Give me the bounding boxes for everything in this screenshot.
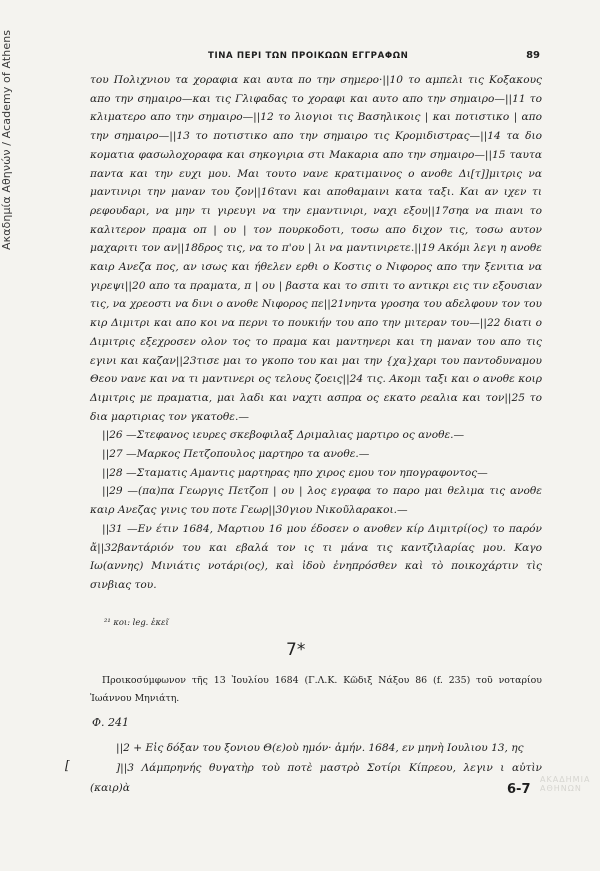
body-text (90, 71, 542, 595)
document-line: ]||3 Λάμπρηνής θυγατὴρ τοὺ ποτὲ μαστρὸ Σοτίρι Κίπρεου, λεγιν ι αὐτὶν (καιρ)ὰ (90, 762, 542, 794)
witness-line: ||29 —(πα)πα Γεωργις Πετζοπ | ου | λος εγραφα το παρο μαι θελιμα τις ανοθε καιρ Ανεζας γινις του ποτε Γεωρ||30γιου Νικοῦλαρακοι.— (90, 485, 542, 517)
document-description (90, 672, 542, 708)
body-paragraph: του Πολιχνιου τα χοραφια και αυτα πο την σημερο·||10 το αμπελι τις Κοξακους απο την σημαιρο—και τις Γλιφαδας το χοραφι και αυτο απο την σημαιρο—||11 το κλιματερο απο την σημαιρο—||12 το λιογιοι τις Βασηλικοις | και ποτιστικο | απο την σημαιρο—||13 το ποτιστικο απο την σημαιρο τις Κρομιδιστρας—||14 τα διο κοματια φασωλοχοραφα και σηκογιρια στι Μακαρια απο την σημαιρο—||15 ταυτα παντα και την ευχι μου. Μαι τουτο νανε κρατιμαινος ο ανοθε Δι[τ]]μιτρις να μαντινιρι την μαναν του ζον||16ταvι και αποθαμαινι κατα ταξι. Και αν ιχεν τι ρεφουδαρι, να μην τι γιρευγι να την εμαντινιρι, ναχι εξου||17σηα να πιανι το καλιτερον πραμα οπ | ου | τον πουρκοδοτι, τοσω απο διχον τις, τοσω αυτον μαχαριτι τον αν||18δρος τις, να το π'ου | λι να μαντινιρετε.||19 Ακόμι λεγι η ανοθε καιρ Ανεζα πος, αν ισως και ήθελεν ερθι ο Κοστις ο Νιφορος απο την ξενιτια να γιρεψι||20 απο τα πραματα, π | ου | βαστα και το σπιτι το αντικρι εις τιν εξουσιαν τις, να χρεοστι να δινι ο ανοθε Νιφορος πε||21νηντα γροσηα του αδελφουν τον του κιρ Διμιτρι και απο κοι να περνι το πουκιήν του απο την μιτεραν του—||22 διατι ο Διμιτρις εξεχροσεν ολον τος το πραμα και μαντηνερι και τη μαναν του απο τις εγινι και καζαν||23τισε μαι το γκοπο του και μαι την {χα}χαρι του παντοδυναμου Θεου νανε και να τι μαντινερι ος τελους ζοεις||24 τις. Ακομι ταξι και ο ανοθε κοιρ Διμιτρις με πραματια, μαι λαδι και ναχτι ασπρα ος εκατο ρεαλια και τον||25 το δια μαρτιριας τον γκατοθε.— (90, 74, 542, 423)
witness-line: ||26 —Στεφανος ιευρες σκεβοφιλαξ Δριμαλιας μαρτιρο ος ανοθε.— (102, 429, 465, 442)
witness-line: ||27 —Μαρκος Πετζοπουλος μαρτηρο τα ανοθε.— (102, 448, 370, 461)
side-watermark: Ακαδημία Αθηνών / Academy of Athens (0, 29, 13, 250)
document-number: 7* (286, 640, 306, 660)
marginal-code: 6-7 (507, 782, 531, 797)
document-text (90, 738, 542, 798)
document-line: ||2 + Εἰς δόξαν του ξονιου Θ(ε)οὺ ημόν· ἀμήν. 1684, εν μηνὴ Ιουλιου 13, ης (116, 742, 524, 754)
bottom-watermark: ΑΚΑΔΗΜΙΑ ΑΘΗΝΩΝ (540, 775, 591, 793)
page-number: 89 (526, 50, 540, 61)
running-head (90, 50, 540, 61)
witness-line: ||28 —Σταματις Αμαντις μαρτηρας ηπο χιρος εμου τον ηπογραφοντος— (102, 466, 488, 479)
folio-label: Φ. 241 (92, 716, 130, 729)
footnote: ²¹ κοι: leg. ἐκεῖ (104, 617, 169, 627)
margin-bracket: [ (65, 758, 70, 772)
closing-note: ||31 —Eν έτιν 1684, Μαρτιου 16 μου έδοσεν ο ανοθεν κίρ Διμιτρί(ος) το παρόν ἄ||32βαντάριόν του και εβαλά τον ις τι μάνα τις καντζιλαρίας μου. Καγο Ιω(αννης) Μινιάτις νοτάρι(ος), καὶ ἰδοὺ ἐνηπρόσθεν καὶ τὸ ποικοχάρτιν τὶς σινβιας του. (90, 522, 542, 591)
document-description-text: Προικοσύμφωνον τῆς 13 Ἰουλίου 1684 (Γ.Λ.Κ. Κῶδιξ Νάξου 86 (f. 235) τοῦ νοταρίου Ἰωάννου Μηνιάτη. (90, 675, 542, 704)
running-head-title: ΤΙΝΑ ΠΕΡΙ ΤΩΝ ΠΡΟΙΚΩΩΝ ΕΓΓΡΑΦΩΝ (208, 51, 409, 61)
